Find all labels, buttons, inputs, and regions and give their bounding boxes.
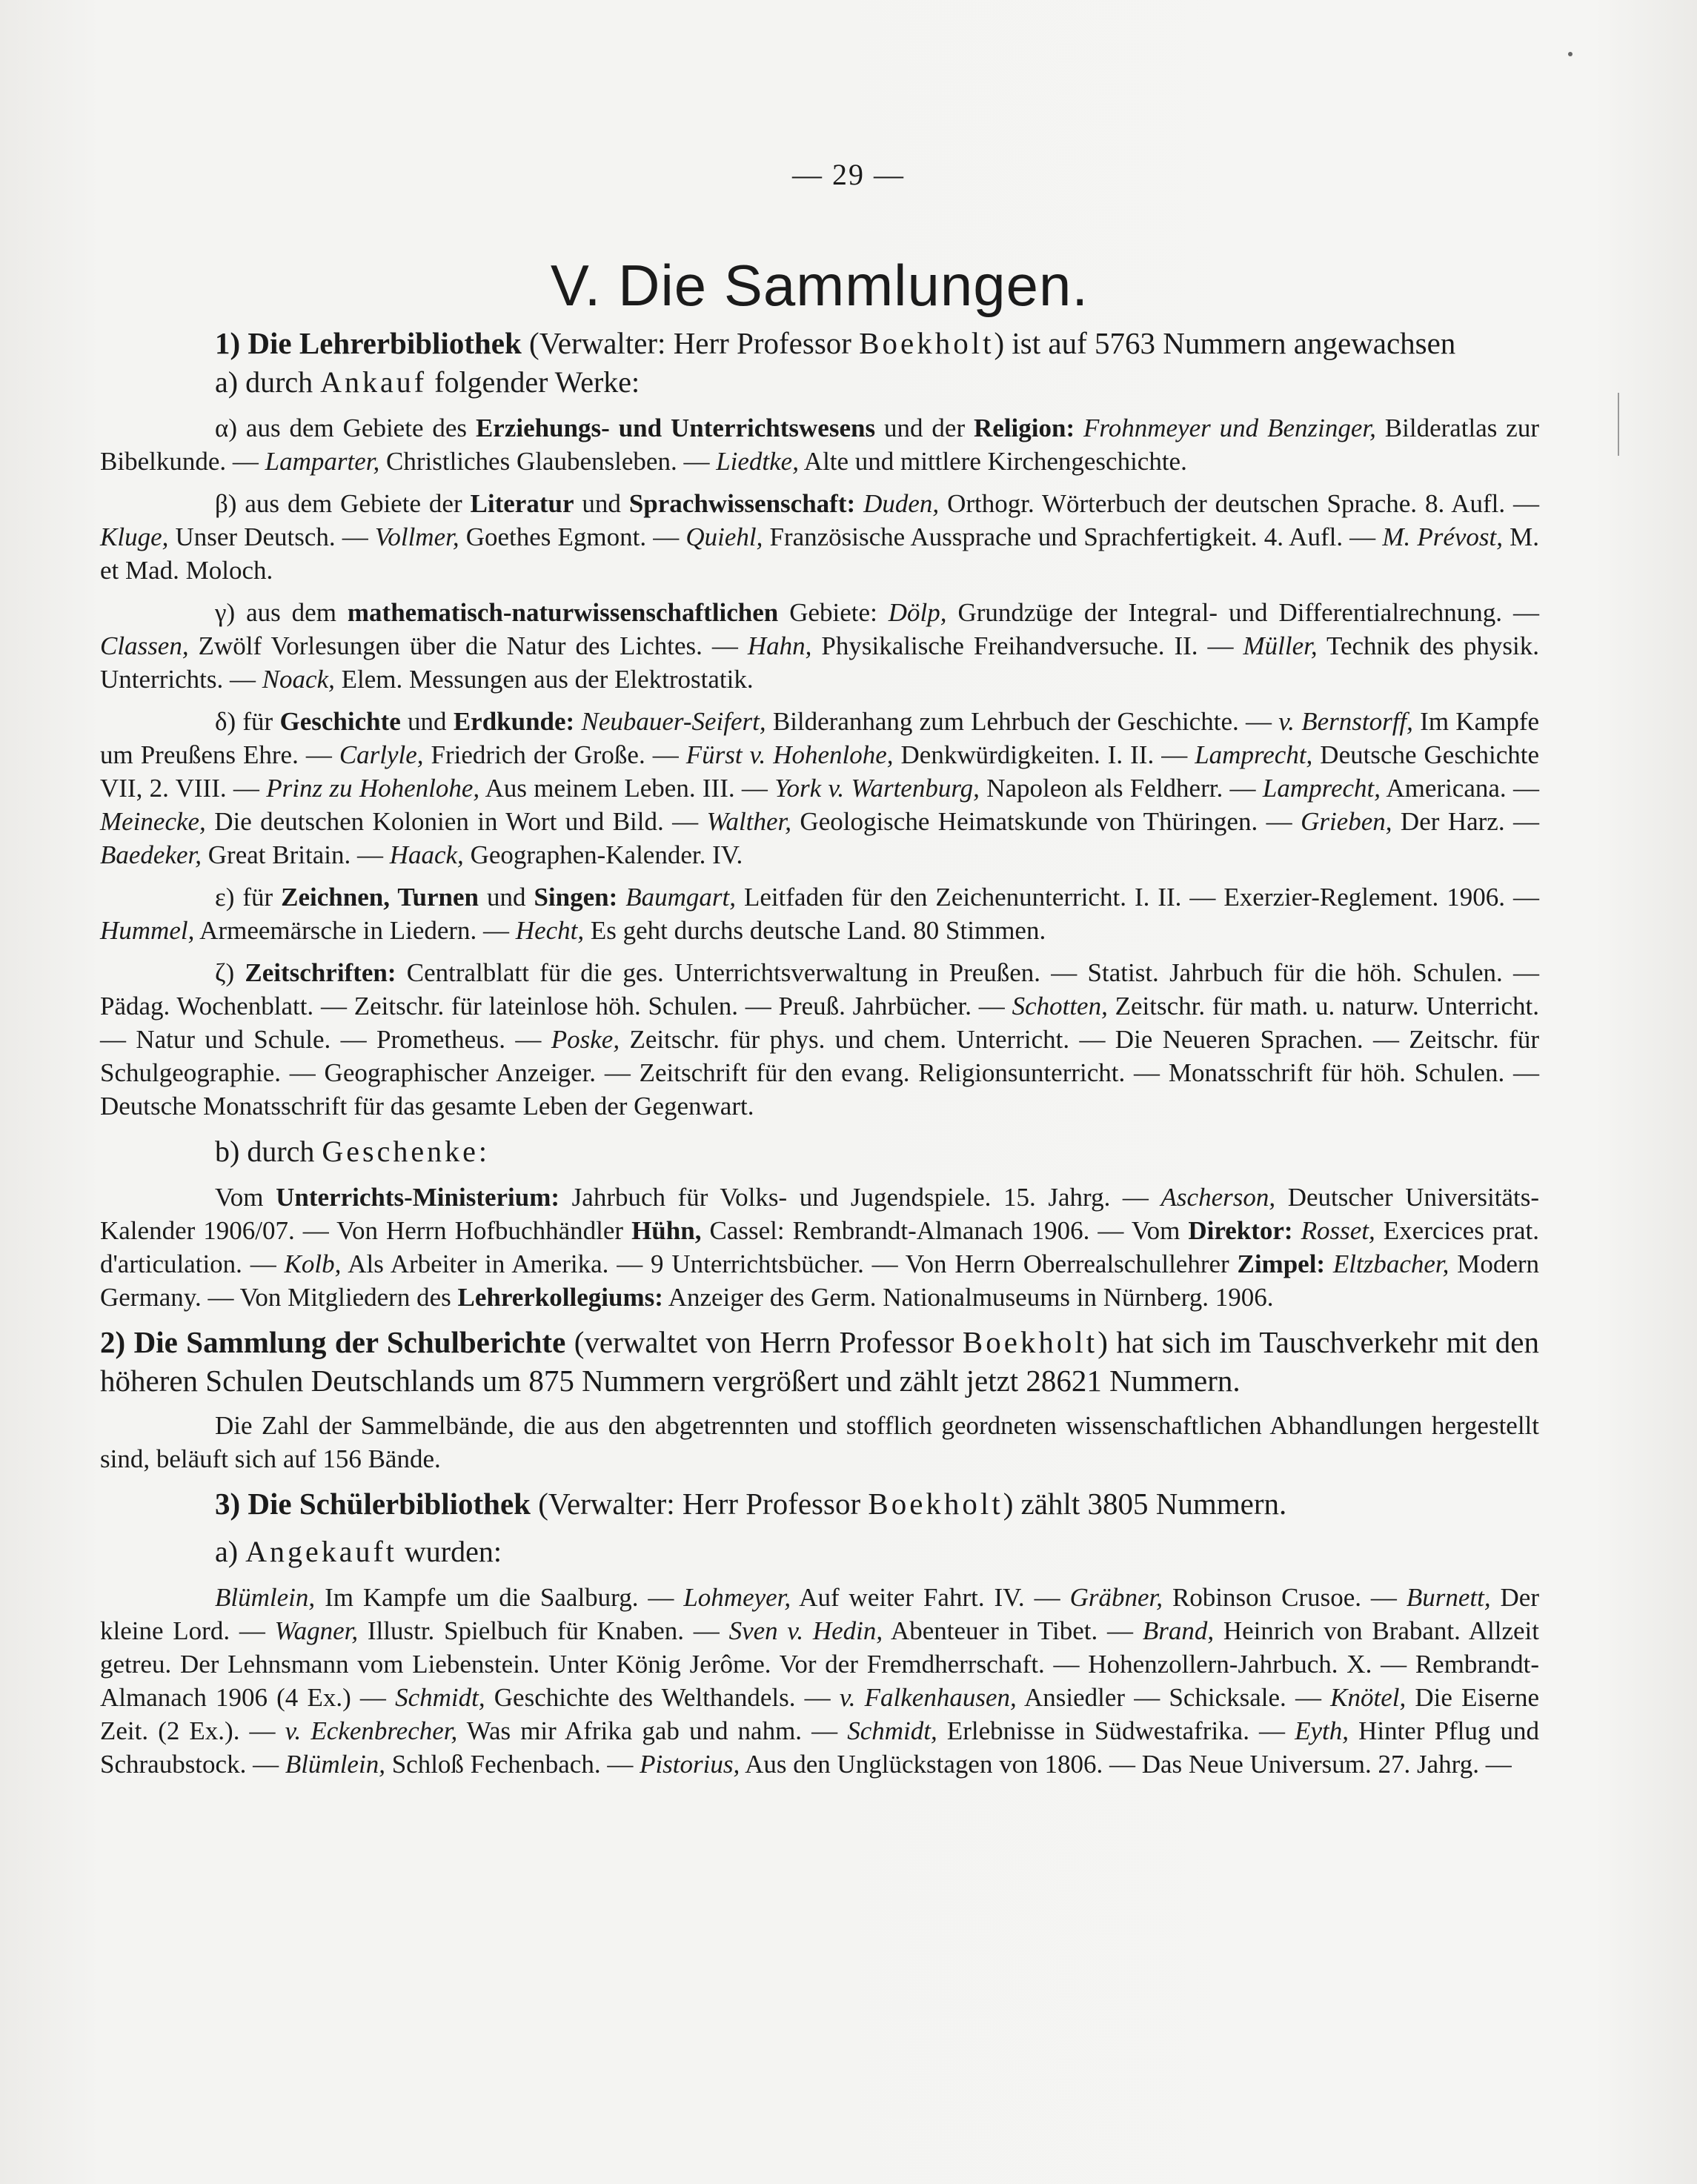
paragraph-s1: [100, 324, 1539, 362]
author-name: Müller,: [1243, 631, 1318, 660]
text-run: Grundzüge der Integral- und Differentialrechnung. —: [946, 598, 1539, 627]
text-run: ζ): [215, 958, 245, 987]
author-name: Rosset,: [1301, 1216, 1375, 1245]
paragraph-s2b: [100, 1409, 1539, 1476]
paragraph-list: [100, 324, 1539, 1781]
text-run: (Verwalter: Herr Professor: [521, 326, 860, 360]
bold-heading: Erziehungs- und Unterrichtswesens: [475, 414, 876, 442]
text-run: und der: [875, 414, 974, 442]
text-run: Physikalische Freihandversuche. II. —: [811, 631, 1243, 660]
paragraph-s1b: [100, 1132, 1539, 1172]
text-run: Ansiedler — Schicksale. —: [1016, 1683, 1331, 1712]
spaced-text: Geschenke:: [322, 1135, 490, 1168]
text-run: Orthogr. Wörterbuch der deutschen Sprache. 8. Aufl. —: [939, 489, 1540, 518]
bold-heading: Hühn,: [631, 1216, 702, 1245]
author-name: Ascherson,: [1160, 1183, 1276, 1212]
text-run: Illustr. Spielbuch für Knaben. —: [358, 1616, 729, 1645]
author-name: Blümlein,: [285, 1750, 385, 1779]
spaced-text: Ankauf: [320, 365, 428, 399]
bold-heading: Zeichnen, Turnen: [281, 883, 479, 912]
author-name: Frohnmeyer und Benzinger,: [1083, 414, 1376, 442]
paragraph-bought: [100, 1581, 1539, 1781]
page-body: [100, 222, 1539, 1781]
paragraph-s3a: [100, 1532, 1539, 1572]
bold-heading: Literatur: [470, 489, 574, 518]
text-run: Denkwürdigkeiten. I. II. —: [893, 740, 1195, 769]
author-name: Noack,: [262, 665, 335, 694]
text-run: Christliches Glaubensleben. —: [379, 447, 717, 476]
chapter-title: V. Die Sammlungen.: [550, 253, 1089, 318]
text-run: γ) aus dem: [215, 598, 348, 627]
text-run: Great Britain. —: [202, 840, 390, 869]
author-name: Classen,: [100, 631, 189, 660]
author-name: Pistorius,: [640, 1750, 740, 1779]
text-run: Was mir Afrika gab und nahm. —: [457, 1716, 848, 1745]
page-number: — 29 —: [792, 158, 905, 191]
author-name: Dölp,: [888, 598, 947, 627]
author-name: Neubauer-Seifert,: [581, 707, 766, 736]
author-name: Lamprecht,: [1262, 774, 1381, 803]
text-run: Alte und mittlere Kirchengeschichte.: [798, 447, 1187, 476]
text-run: M. et Mad. Moloch.: [100, 522, 1539, 585]
text-run: Der Harz. —: [1392, 807, 1539, 836]
author-name: M. Prévost,: [1382, 522, 1503, 551]
text-run: Geologische Heimatskunde von Thüringen. —: [791, 807, 1301, 836]
author-name: Liedtke,: [716, 447, 799, 476]
text-run: ε) für: [215, 883, 282, 912]
text-run: Es geht durchs deutsche Land. 80 Stimmen.: [584, 916, 1046, 945]
bold-heading: 1) Die Lehrerbibliothek: [215, 326, 522, 360]
text-run: [1293, 1216, 1301, 1245]
bold-heading: Direktor:: [1188, 1216, 1293, 1245]
text-run: ) zählt 3805 Nummern.: [1003, 1487, 1287, 1521]
author-name: Lamprecht,: [1195, 740, 1313, 769]
author-name: Meinecke,: [100, 807, 206, 836]
author-name: Kluge,: [100, 522, 169, 551]
text-run: [1075, 414, 1083, 442]
text-run: Aus meinem Leben. III. —: [479, 774, 775, 803]
text-run: Die Zahl der Sammelbände, die aus den abgetrennten und stofflich geordneten wissenschaftlichen Abhandlungen hergestellt sind, beläuft sich auf 156 Bände.: [100, 1411, 1539, 1473]
text-run: und: [400, 707, 454, 736]
text-run: Technik des physik. Unterrichts. —: [100, 631, 1539, 694]
author-name: Grieben,: [1301, 807, 1392, 836]
paragraph-epsilon: [100, 880, 1539, 947]
author-name: Fürst v. Hohenlohe,: [685, 740, 894, 769]
text-run: (verwaltet von Herrn Professor: [565, 1325, 963, 1359]
text-run: Im Kampfe um die Saalburg. —: [315, 1583, 684, 1612]
paragraph-s3: [100, 1484, 1539, 1523]
author-name: Gräbner,: [1069, 1583, 1163, 1612]
author-name: Knötel,: [1330, 1683, 1407, 1712]
text-run: [617, 883, 625, 912]
author-name: Prinz zu Hohenlohe,: [266, 774, 480, 803]
text-run: [1325, 1249, 1333, 1278]
text-run: Heinrich von Brabant. Allzeit getreu. Der Lehnsmann vom Liebenstein. Unter König Jerôme. Vor der Fremdherrschaft. — Hohenzollern-Jahrbuch. X. — Rembrandt-Almanach 1906 (4 Ex.) —: [100, 1616, 1539, 1712]
bold-heading: Sprachwissenschaft:: [628, 489, 856, 518]
text-run: Anzeiger des Germ. Nationalmuseums in Nürnberg. 1906.: [662, 1283, 1274, 1312]
bold-heading: 2) Die Sammlung der Schulberichte: [100, 1325, 566, 1359]
text-run: [855, 489, 863, 518]
text-run: Die deutschen Kolonien in Wort und Bild. —: [205, 807, 707, 836]
text-run: Aus den Unglückstagen von 1806. — Das Neue Universum. 27. Jahrg. —: [740, 1750, 1512, 1779]
spaced-text: Boekholt: [859, 326, 994, 360]
author-name: Baedeker,: [100, 840, 202, 869]
author-name: Schotten,: [1012, 992, 1108, 1020]
text-run: wurden:: [396, 1535, 502, 1568]
spaced-text: Boekholt: [962, 1325, 1098, 1359]
author-name: Hecht,: [515, 916, 585, 945]
author-name: Baumgart,: [625, 883, 737, 912]
spaced-text: Angekauft: [245, 1535, 397, 1568]
text-run: Gebiete:: [778, 598, 889, 627]
text-run: Französische Aussprache und Sprachfertigkeit. 4. Aufl. —: [763, 522, 1383, 551]
text-run: b) durch: [215, 1135, 322, 1168]
text-run: Deutscher Universitäts-Kalender 1906/07. — Von Herrn Hofbuchhändler: [100, 1183, 1539, 1245]
paragraph-beta: [100, 487, 1539, 587]
text-run: Americana. —: [1380, 774, 1539, 803]
text-run: Centralblatt für die ges. Unterrichtsverwaltung in Preußen. — Statist. Jahrbuch für die höh. Schulen. — Pädag. Wochenblatt. — Zeitschr. für lateinlose höh. Schulen. — Preuß. Jahrbücher. —: [100, 958, 1539, 1020]
text-run: Die Eiserne Zeit. (2 Ex.). —: [100, 1683, 1540, 1745]
author-name: Eyth,: [1295, 1716, 1349, 1745]
text-run: a) durch: [215, 365, 321, 399]
author-name: York v. Wartenburg,: [774, 774, 980, 803]
bold-heading: 3) Die Schülerbibliothek: [215, 1487, 531, 1521]
author-name: Schmidt,: [847, 1716, 937, 1745]
author-name: Lohmeyer,: [683, 1583, 791, 1612]
author-name: Sven v. Hedin,: [728, 1616, 883, 1645]
paragraph-delta: [100, 705, 1539, 872]
bold-heading: Lehrerkollegiums:: [457, 1283, 663, 1312]
text-run: Vom: [215, 1183, 276, 1212]
paragraph-alpha: [100, 411, 1539, 478]
bold-heading: Unterrichts-Ministerium:: [276, 1183, 560, 1212]
text-run: Robinson Crusoe. —: [1163, 1583, 1407, 1612]
paragraph-s2: [100, 1323, 1539, 1400]
author-name: Lamparter,: [265, 447, 380, 476]
author-name: Hummel,: [100, 916, 195, 945]
text-run: Leitfaden für den Zeichenunterricht. I. II. — Exerzier-Reglement. 1906. —: [736, 883, 1539, 912]
spaced-text: Boekholt: [868, 1487, 1003, 1521]
text-run: Zeitschr. für math. u. naturw. Unterricht. — Natur und Schule. — Prometheus. —: [100, 992, 1539, 1054]
text-run: ) ist auf 5763 Nummern angewachsen: [994, 326, 1456, 360]
bold-heading: Zeitschriften:: [245, 958, 396, 987]
paragraph-gamma: [100, 596, 1539, 696]
text-run: Abenteuer in Tibet. —: [883, 1616, 1143, 1645]
text-run: Modern Germany. — Von Mitgliedern des: [100, 1249, 1540, 1312]
author-name: Brand,: [1142, 1616, 1215, 1645]
author-name: Haack,: [389, 840, 464, 869]
margin-line: [1618, 393, 1619, 456]
bold-heading: Erdkunde:: [453, 707, 575, 736]
text-run: Zeitschr. für phys. und chem. Unterricht. — Die Neueren Sprachen. — Zeitschr. für Schulgeographie. — Geographischer Anzeiger. — Zeitschrift für den evang. Religionsunterricht. — Monatsschrift für höh. Schulen. — Deutsche Monatsschrift für das gesamte Leben der Gegenwart.: [100, 1025, 1539, 1121]
speck: [1568, 52, 1573, 56]
paragraph-zeta: [100, 956, 1539, 1123]
bold-heading: mathematisch-naturwissenschaftlichen: [347, 598, 779, 627]
text-run: Goethes Egmont. —: [459, 522, 686, 551]
text-run: Auf weiter Fahrt. IV. —: [791, 1583, 1070, 1612]
author-name: v. Bernstorff,: [1278, 707, 1413, 736]
text-run: Unser Deutsch. —: [168, 522, 375, 551]
author-name: Poske,: [551, 1025, 620, 1054]
bold-heading: Singen:: [534, 883, 618, 912]
bold-heading: Geschichte: [279, 707, 401, 736]
author-name: v. Eckenbrecher,: [285, 1716, 458, 1745]
author-name: Schmidt,: [395, 1683, 485, 1712]
text-run: folgender Werke:: [427, 365, 640, 399]
bold-heading: Zimpel:: [1237, 1249, 1326, 1278]
author-name: Carlyle,: [339, 740, 424, 769]
text-run: Hinter Pflug und Schraubstock. —: [100, 1716, 1539, 1779]
author-name: Quiehl,: [685, 522, 763, 551]
author-name: Blümlein,: [215, 1583, 316, 1612]
text-run: Geschichte des Welthandels. —: [485, 1683, 840, 1712]
text-run: Jahrbuch für Volks- und Jugendspiele. 15. Jahrg. —: [559, 1183, 1161, 1212]
text-run: ) hat sich im Tauschverkehr mit den höheren Schulen Deutschlands um 875 Nummern vergrößert und zählt jetzt 28621 Nummern.: [100, 1325, 1540, 1398]
text-run: Schloß Fechenbach. —: [385, 1750, 640, 1779]
paragraph-gifts: [100, 1181, 1539, 1314]
text-run: Erlebnisse in Südwestafrika. —: [937, 1716, 1295, 1745]
text-run: Exercices prat. d'articulation. —: [100, 1216, 1540, 1278]
text-run: Friedrich der Große. —: [423, 740, 686, 769]
author-name: Wagner,: [274, 1616, 359, 1645]
author-name: v. Falkenhausen,: [839, 1683, 1017, 1712]
author-name: Eltzbacher,: [1332, 1249, 1449, 1278]
text-run: Napoleon als Feldherr. —: [979, 774, 1263, 803]
text-run: Armeemärsche in Liedern. —: [194, 916, 516, 945]
text-run: δ) für: [215, 707, 280, 736]
author-name: Burnett,: [1406, 1583, 1491, 1612]
text-run: Im Kampfe um Preußens Ehre. —: [100, 707, 1540, 769]
author-name: Hahn,: [747, 631, 812, 660]
text-run: Geographen-Kalender. IV.: [463, 840, 743, 869]
text-run: (Verwalter: Herr Professor: [530, 1487, 869, 1521]
author-name: Duden,: [863, 489, 940, 518]
text-run: und: [574, 489, 629, 518]
text-run: Deutsche Geschichte VII, 2. VIII. —: [100, 740, 1539, 803]
text-run: α) aus dem Gebiete des: [215, 414, 476, 442]
text-run: Bilderanhang zum Lehrbuch der Geschichte. —: [766, 707, 1279, 736]
text-run: a): [215, 1535, 246, 1568]
text-run: Der kleine Lord. —: [100, 1583, 1539, 1645]
text-run: Zwölf Vorlesungen über die Natur des Lichtes. —: [188, 631, 748, 660]
paragraph-s1a: [100, 362, 1539, 402]
text-run: Cassel: Rembrandt-Almanach 1906. — Vom: [701, 1216, 1189, 1245]
text-run: Bilderatlas zur Bibelkunde. —: [100, 414, 1539, 476]
text-run: β) aus dem Gebiete der: [215, 489, 471, 518]
text-run: Elem. Messungen aus der Elektrostatik.: [334, 665, 754, 694]
text-run: und: [478, 883, 534, 912]
text-run: Als Arbeiter in Amerika. — 9 Unterrichtsbücher. — Von Herrn Oberrealschullehrer: [341, 1249, 1238, 1278]
author-name: Kolb,: [284, 1249, 342, 1278]
author-name: Walther,: [706, 807, 791, 836]
bold-heading: Religion:: [974, 414, 1075, 442]
author-name: Vollmer,: [374, 522, 459, 551]
